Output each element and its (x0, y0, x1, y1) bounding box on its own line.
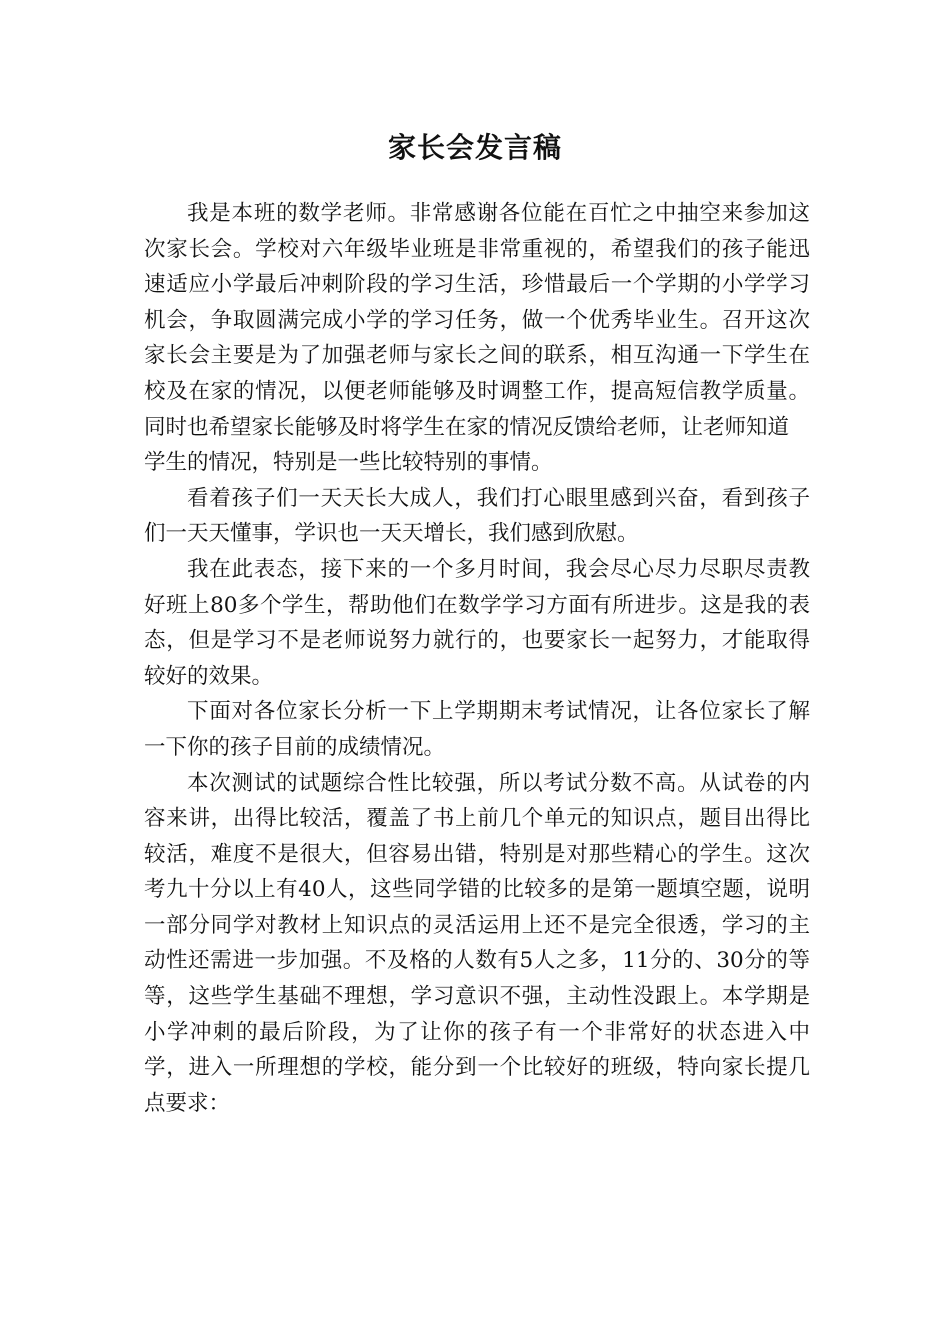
paragraph-intro: 我是本班的数学老师。非常感谢各位能在百忙之中抽空来参加这次家长会。学校对六年级毕业班是非常重视的，希望我们的孩子能迅速适应小学最后冲刺阶段的学习生活，珍惜最后一个学期的小学学习机会，争取圆满完成小学的学习任务，做一个优秀毕业生。召开这次家长会主要是为了加强老师与家长之间的联系，相互沟通一下学生在校及在家的情况，以便老师能够及时调整工作，提高短信教学质量。同时也希望家长能够及时将学生在家的情况反馈给老师，让老师知道 (144, 201, 810, 440)
paragraph-children-growth: 看着孩子们一天天长大成人，我们打心眼里感到兴奋，看到孩子们一天天懂事，学识也一天天增长，我们感到欣慰。 (144, 485, 810, 547)
paragraph-teacher-commitment: 我在此表态，接下来的一个多月时间，我会尽心尽力尽职尽责教好班上80多个学生，帮助他们在数学学习方面有所进步。这是我的表态，但是学习不是老师说努力就行的，也要家长一起努力，才能取得较好的效果。 (144, 556, 810, 689)
paragraph-exam-analysis: 本次测试的试题综合性比较强，所以考试分数不高。从试卷的内容来讲，出得比较活，覆盖了书上前几个单元的知识点，题目出得比较活，难度不是很大，但容易出错，特别是对那些精心的学生。这次考九十分以上有40人，这些同学错的比较多的是第一题填空题，说明一部分同学对教材上知识点的灵活运用上还不是完全很透，学习的主动性还需进一步加强。不及格的人数有5人之多，11分的、30分的等等，这些学生基础不理想，学习意识不强，主动性没跟上。本学期是小学冲刺的最后阶段，为了让你的孩子有一个非常好的状态进入中学，进入一所理想的学校，能分到一个比较好的班级，特向家长提几点要求： (144, 770, 810, 1116)
paragraph-exam-intro: 下面对各位家长分析一下上学期期末考试情况，让各位家长了解一下你的孩子目前的成绩情况。 (144, 699, 810, 760)
paragraph-continuation: 学生的情况，特别是一些比较特别的事情。 (144, 450, 553, 476)
document-body (144, 196, 810, 1121)
page-title: 家长会发言稿 (387, 131, 562, 164)
